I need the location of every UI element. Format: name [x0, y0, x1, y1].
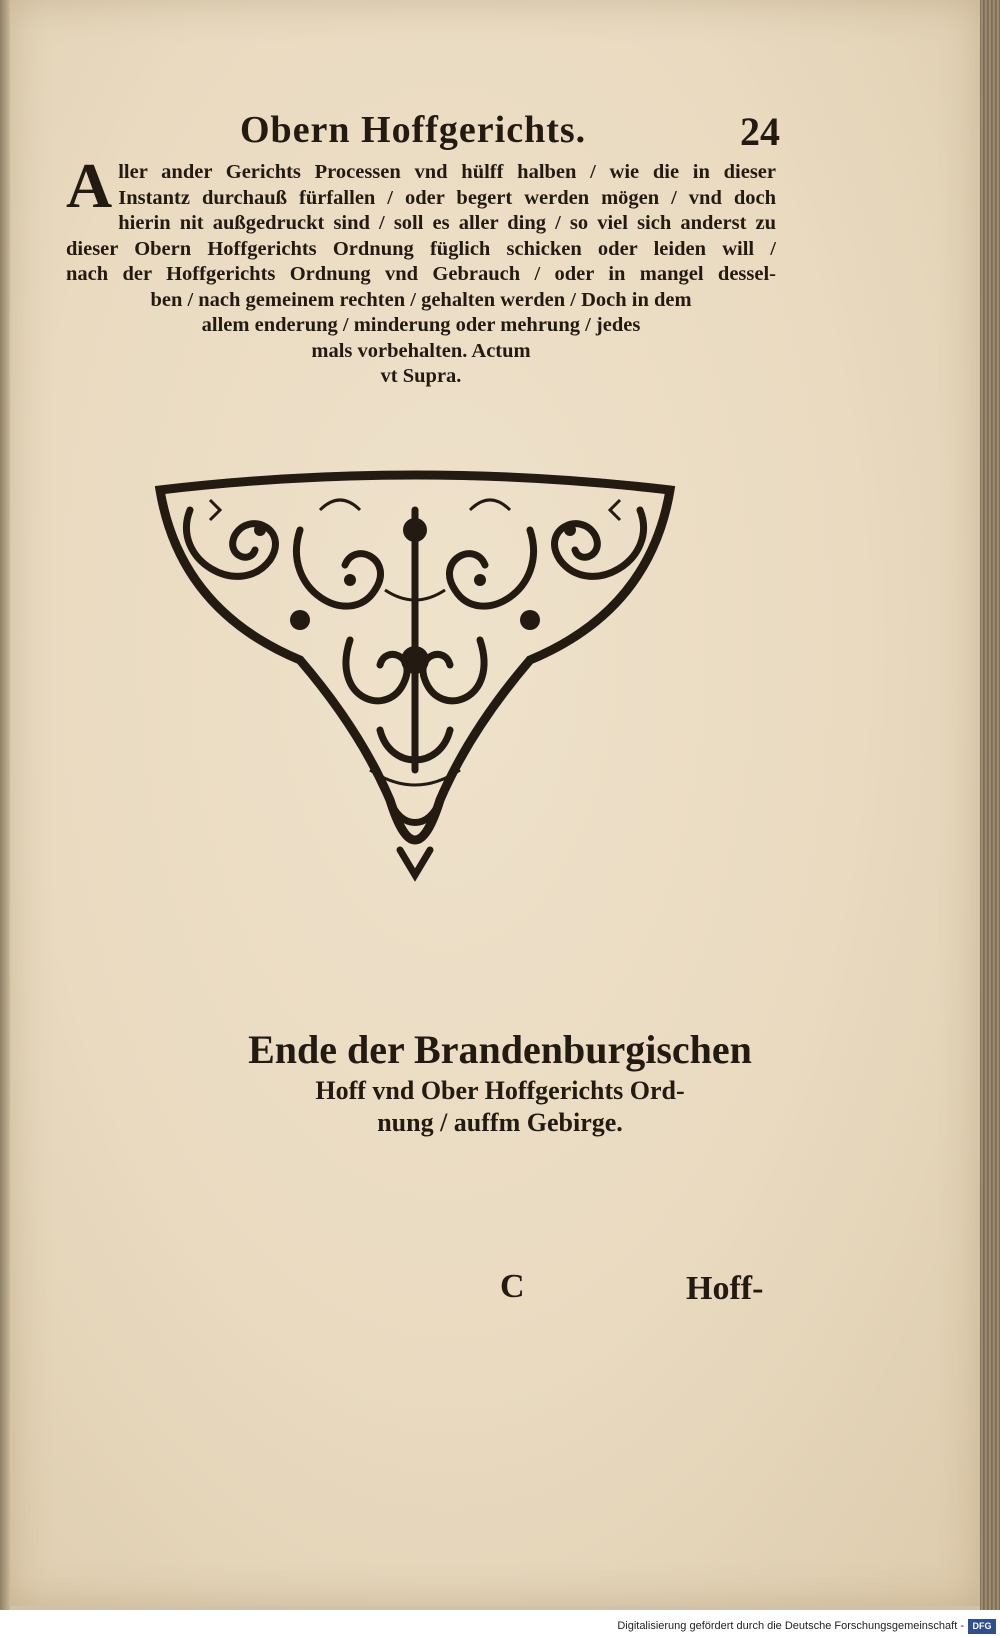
body-paragraph: [66, 150, 776, 390]
signature-mark: C: [500, 1268, 525, 1305]
text-line: allem enderung / minderung oder mehrung / jedes: [201, 314, 641, 336]
text-line: hierin nit außgedruckt sind / soll es aller ding / so viel sich anderst zu: [118, 212, 776, 234]
colophon-line: Hoff vnd Ober Hoffgerichts Ord-: [315, 1076, 685, 1105]
colophon: [200, 1025, 800, 1139]
dfg-logo: DFG: [968, 1619, 996, 1634]
text-line: dieser Obern Hoffgerichts Ordnung füglich schicken oder leiden will /: [66, 237, 776, 260]
catchword: Hoff-: [686, 1270, 764, 1307]
text-line: ller ander Gerichts Processen vnd hülff halben / wie die in dieser: [118, 161, 776, 183]
text-line: mals vorbehalten. Actum: [311, 339, 531, 362]
book-spine: [0, 0, 10, 1610]
colophon-line: Ende der Brandenburgischen: [248, 1027, 752, 1072]
text-line: vt Supra.: [380, 365, 462, 387]
drop-cap: A: [66, 150, 113, 221]
page-edges: [980, 0, 1000, 1610]
page-number: 24: [740, 109, 780, 154]
text-line: nach der Hoffgerichts Ordnung vnd Gebrauch / oder in mangel dessel-: [66, 263, 776, 285]
text-line: ben / nach gemeinem rechten / gehalten werden / Doch in dem: [150, 288, 692, 311]
colophon-line: nung / auffm Gebirge.: [377, 1108, 623, 1137]
fleuron-ornament-icon: [150, 470, 680, 890]
running-title: Obern Hoffgerichts.: [240, 109, 587, 151]
digitization-credit: Digitalisierung gefördert durch die Deutsche Forschungsgemeinschaft -: [617, 1620, 964, 1632]
page-header: [60, 108, 780, 158]
text-line: Instantz durchauß fürfallen / oder begert werden mögen / vnd doch: [118, 186, 776, 209]
